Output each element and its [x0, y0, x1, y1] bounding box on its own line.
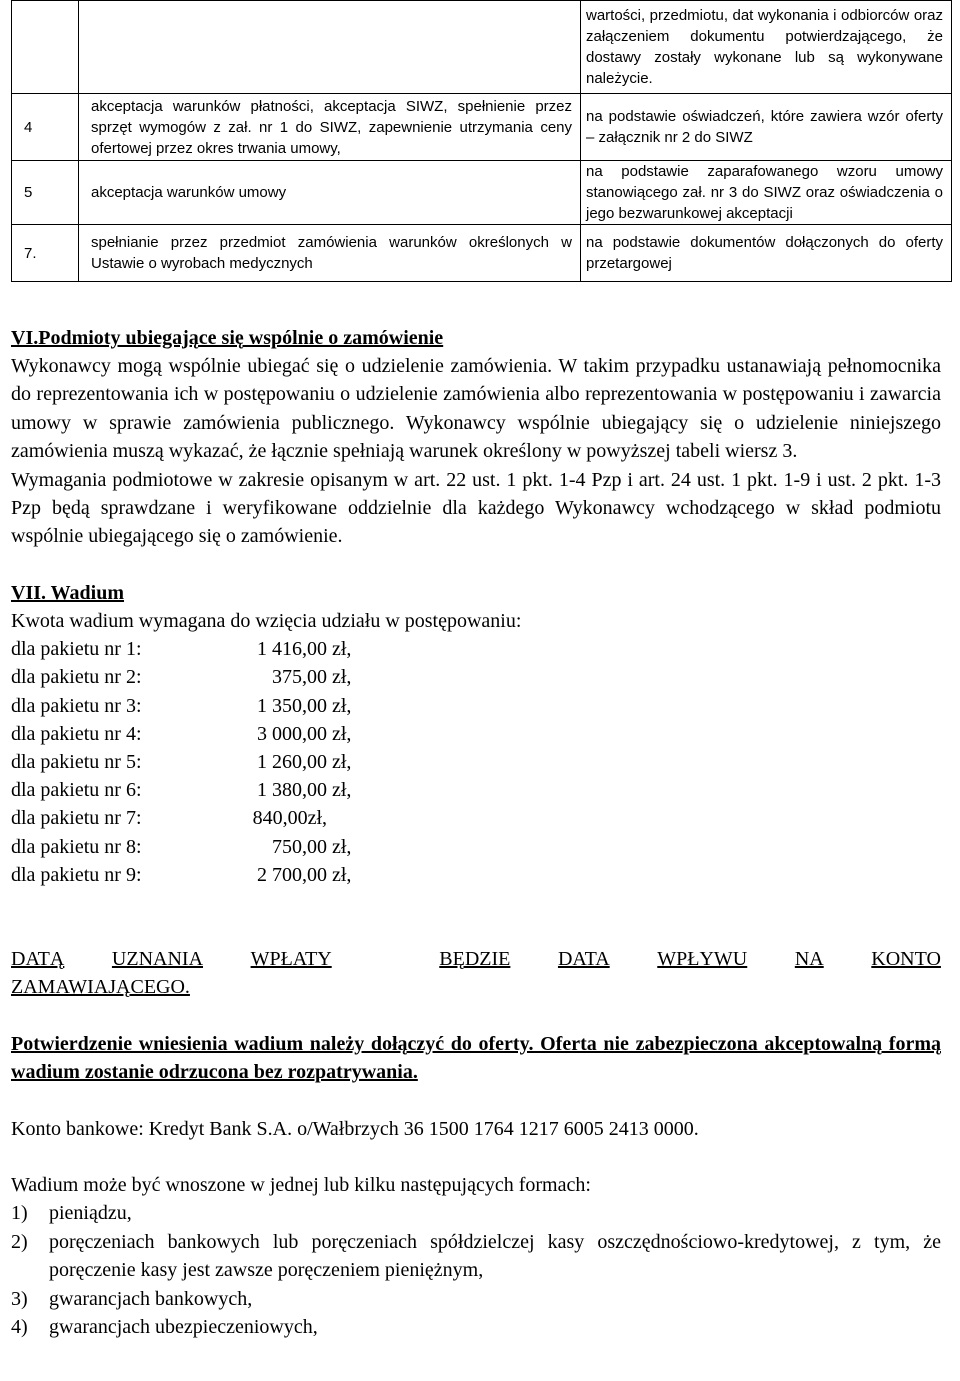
row-number [12, 1, 79, 94]
list-item: dla pakietu nr 9: 2 700,00 zł, [11, 863, 352, 886]
document-body [11, 324, 941, 1341]
requirements-paragraph: Wymagania podmiotowe w zakresie opisanym w art. 22 ust. 1 pkt. 1-4 Pzp i art. 24 ust. 1 pkt. 1-9 i ust. 2 pkt. 1-3 Pzp będą sprawdzane i weryfikowane oddzielnie dla każdego Wykonawcy wchodzącego w skład podmiotu wspólnie ubiegającego się o zamówienie. [11, 468, 941, 548]
wadium-intro: Kwota wadium wymagana do wzięcia udziału w postępowaniu: [11, 609, 522, 632]
list-item: 4) gwarancjach ubezpieczeniowych, [11, 1316, 318, 1338]
proof-description: na podstawie oświadczeń, które zawiera wzór oferty – załącznik nr 2 do SIWZ [581, 94, 952, 161]
table-row [12, 94, 952, 161]
list-item: dla pakietu nr 7: 840,00zł, [11, 807, 327, 830]
list-item: dla pakietu nr 6: 1 380,00 zł, [11, 779, 352, 802]
package-amount-list [11, 635, 941, 889]
paragraph-1: Wykonawcy mogą wspólnie ubiegać się o udzielenie zamówienia. W takim przypadku ustanawiają pełnomocnika do reprezentowania ich w postępowaniu o udzielenie zamówienia albo reprezentowania w postępowaniu i zawarcia umowy w sprawie zamówienia publicznego. [11, 355, 941, 434]
wadium-confirmation-notice: Potwierdzenie wniesienia wadium należy dołączyć do oferty. Oferta nie zabezpieczona akceptowalną formą wadium zostanie odrzucona bez rozpatrywania. [11, 1032, 941, 1084]
row-number: 7. [12, 225, 79, 282]
proof-description: na podstawie dokumentów dołączonych do oferty przetargowej [581, 225, 952, 282]
list-item: 1) pieniądzu, [11, 1202, 132, 1225]
table-row [12, 161, 952, 225]
table-row [12, 1, 952, 94]
condition-description: akceptacja warunków umowy [79, 161, 581, 225]
paragraph-2: Wykonawcy wspólnie ubiegający się o udzielenie niniejszego zamówienia muszą wykazać, że łącznie spełniają warunek określony w powyższej tabeli wiersz 3. [11, 411, 942, 463]
table-row [12, 225, 952, 282]
list-item: dla pakietu nr 4: 3 000,00 zł, [11, 722, 352, 745]
payment-date-notice-line-2: ZAMAWIAJĄCEGO. [11, 976, 190, 999]
wadium-forms-list [11, 1199, 941, 1341]
row-number: 4 [12, 94, 79, 161]
list-item: dla pakietu nr 3: 1 350,00 zł, [11, 694, 352, 717]
proof-description: na podstawie zaparafowanego wzoru umowy stanowiącego zał. nr 3 do SIWZ oraz oświadczenia o jego bezwarunkowej akceptacji [581, 161, 952, 225]
list-item: 2) poręczeniach bankowych lub poręczeniach spółdzielczej kasy oszczędnościowo-kredytowej, z tym, że poręczenie kasy jest zawsze poręczeniem pieniężnym, [11, 1230, 941, 1282]
bank-account: Konto bankowe: Kredyt Bank S.A. o/Wałbrzych 36 1500 1764 1217 6005 2413 0000. [11, 1117, 699, 1140]
proof-description: wartości, przedmiotu, dat wykonania i odbiorców oraz załączeniem dokumentu potwierdzającego, że dostawy zostały wykonane lub są wykonywane należycie. [581, 1, 952, 94]
condition-description [79, 1, 581, 94]
condition-description: akceptacja warunków płatności, akceptacja SIWZ, spełnienie przez sprzęt wymogów z zał. nr 1 do SIWZ, zapewnienie utrzymania ceny ofertowej przez okres trwania umowy, [79, 94, 581, 161]
list-item: dla pakietu nr 8: 750,00 zł, [11, 835, 352, 858]
list-item: dla pakietu nr 5: 1 260,00 zł, [11, 751, 352, 773]
forms-intro: Wadium może być wnoszone w jednej lub kilku następujących formach: [11, 1173, 591, 1196]
list-item: dla pakietu nr 1: 1 416,00 zł, [11, 638, 352, 661]
payment-date-notice: DATĄ UZNANIA WPŁATY BĘDZIE DATA WPŁYWU NA KONTO [11, 947, 941, 970]
row-number: 5 [12, 161, 79, 225]
list-item: 3) gwarancjach bankowych, [11, 1287, 253, 1310]
list-item: dla pakietu nr 2: 375,00 zł, [11, 666, 352, 689]
section-7-heading: VII. Wadium [11, 581, 125, 604]
joint-bidders-paragraph [11, 352, 941, 466]
requirements-table [11, 0, 952, 282]
section-6-heading: VI.Podmioty ubiegające się wspólnie o zamówienie [11, 327, 444, 349]
condition-description: spełnianie przez przedmiot zamówienia warunków określonych w Ustawie o wyrobach medycznych [79, 225, 581, 282]
